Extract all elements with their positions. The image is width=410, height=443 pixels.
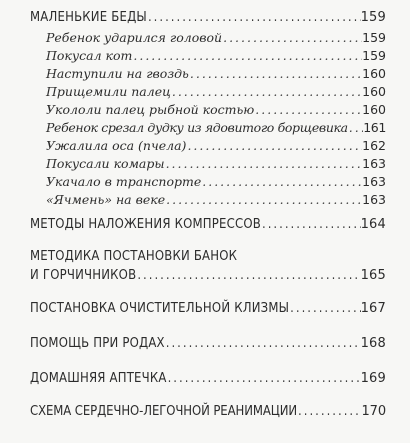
toc-subitem-title: Наступили на гвоздь — [46, 66, 189, 81]
toc-section-title: МЕТОДИКА ПОСТАНОВКИ БАНОК — [30, 249, 238, 264]
toc-section-title: ДОМАШНЯЯ АПТЕЧКА — [30, 371, 167, 386]
dot-leader — [201, 174, 362, 189]
toc-page-number: 169 — [360, 371, 386, 386]
toc-subitem-title: Прищемили палец — [46, 84, 171, 99]
toc-subitem — [46, 120, 386, 135]
toc-page-number: 161 — [363, 120, 386, 135]
toc-section-enema — [30, 301, 386, 317]
toc-subitem — [46, 102, 386, 117]
toc-page-number: 160 — [362, 102, 386, 117]
dot-leader — [289, 301, 360, 317]
toc-subitem — [46, 138, 386, 153]
toc-subitem — [46, 192, 386, 207]
toc-subitem-title: Ужалила оса (пчела) — [46, 138, 187, 153]
toc-subitem-title: Покусали комары — [46, 156, 165, 171]
toc-subitem-title: Покусал кот — [46, 48, 133, 63]
toc-page-number: 170 — [361, 404, 386, 419]
toc-subitem-title: Укачало в транспорте — [46, 174, 202, 189]
dot-leader — [136, 268, 360, 284]
dot-leader — [132, 48, 362, 63]
toc-section-cups-mustard — [30, 268, 386, 284]
toc-subitem — [46, 30, 386, 45]
dot-leader — [147, 10, 361, 26]
toc-page-number: 162 — [362, 138, 386, 153]
toc-subitem — [46, 156, 386, 171]
toc-page-number: 160 — [362, 84, 386, 99]
toc-page-number: 163 — [362, 174, 386, 189]
toc-page-number: 160 — [362, 66, 386, 81]
dot-leader — [165, 156, 363, 171]
toc-section-title: МАЛЕНЬКИЕ БЕДЫ — [30, 10, 147, 25]
dot-leader — [254, 102, 362, 117]
toc-page-number: 168 — [360, 336, 386, 351]
dot-leader — [165, 192, 362, 207]
toc-section-cpr — [30, 404, 386, 420]
toc-section-title: СХЕМА СЕРДЕЧНО-ЛЕГОЧНОЙ РЕАНИМАЦИИ — [30, 404, 298, 419]
toc-subitem — [46, 174, 386, 189]
dot-leader — [186, 138, 362, 153]
toc-page-number: 164 — [360, 217, 386, 232]
toc-subitem — [46, 84, 386, 99]
toc-subitem-title: Ребенок ударился головой — [46, 30, 223, 45]
toc-subitem-title: Укололи палец рыбной костью — [46, 102, 255, 117]
toc-section-childbirth — [30, 336, 386, 352]
toc-section-title: ПОМОЩЬ ПРИ РОДАХ — [30, 336, 165, 351]
toc-section-title: ПОСТАНОВКА ОЧИСТИТЕЛЬНОЙ КЛИЗМЫ — [30, 301, 290, 316]
dot-leader — [222, 30, 362, 45]
toc-page-number: 159 — [360, 10, 386, 25]
toc-section-title-line2: И ГОРЧИЧНИКОВ — [30, 268, 137, 283]
dot-leader — [297, 404, 361, 420]
toc-page-number: 165 — [360, 268, 386, 283]
toc-section-small-troubles — [30, 10, 386, 26]
toc-subitem — [46, 48, 386, 63]
toc-page-number: 163 — [362, 156, 386, 171]
toc-subitem-title: «Ячмень» на веке — [46, 192, 166, 207]
dot-leader — [189, 66, 362, 81]
toc-page-number: 163 — [362, 192, 386, 207]
toc-section-compresses — [30, 217, 386, 233]
dot-leader — [165, 336, 361, 352]
toc-page-number: 159 — [362, 48, 386, 63]
toc-section-first-aid-kit — [30, 371, 386, 387]
toc-subitem — [46, 66, 386, 81]
toc-subitem-title: Ребенок срезал дудку из ядовитого борщевика — [46, 120, 348, 135]
dot-leader — [348, 120, 363, 135]
toc-section-title: МЕТОДЫ НАЛОЖЕНИЯ КОМПРЕССОВ — [30, 217, 261, 232]
toc-page-number: 167 — [360, 301, 386, 316]
dot-leader — [171, 84, 362, 99]
toc-section-cups-mustard-line1 — [30, 249, 386, 265]
toc-page-number: 159 — [362, 30, 386, 45]
dot-leader — [167, 371, 361, 387]
dot-leader — [261, 217, 361, 233]
